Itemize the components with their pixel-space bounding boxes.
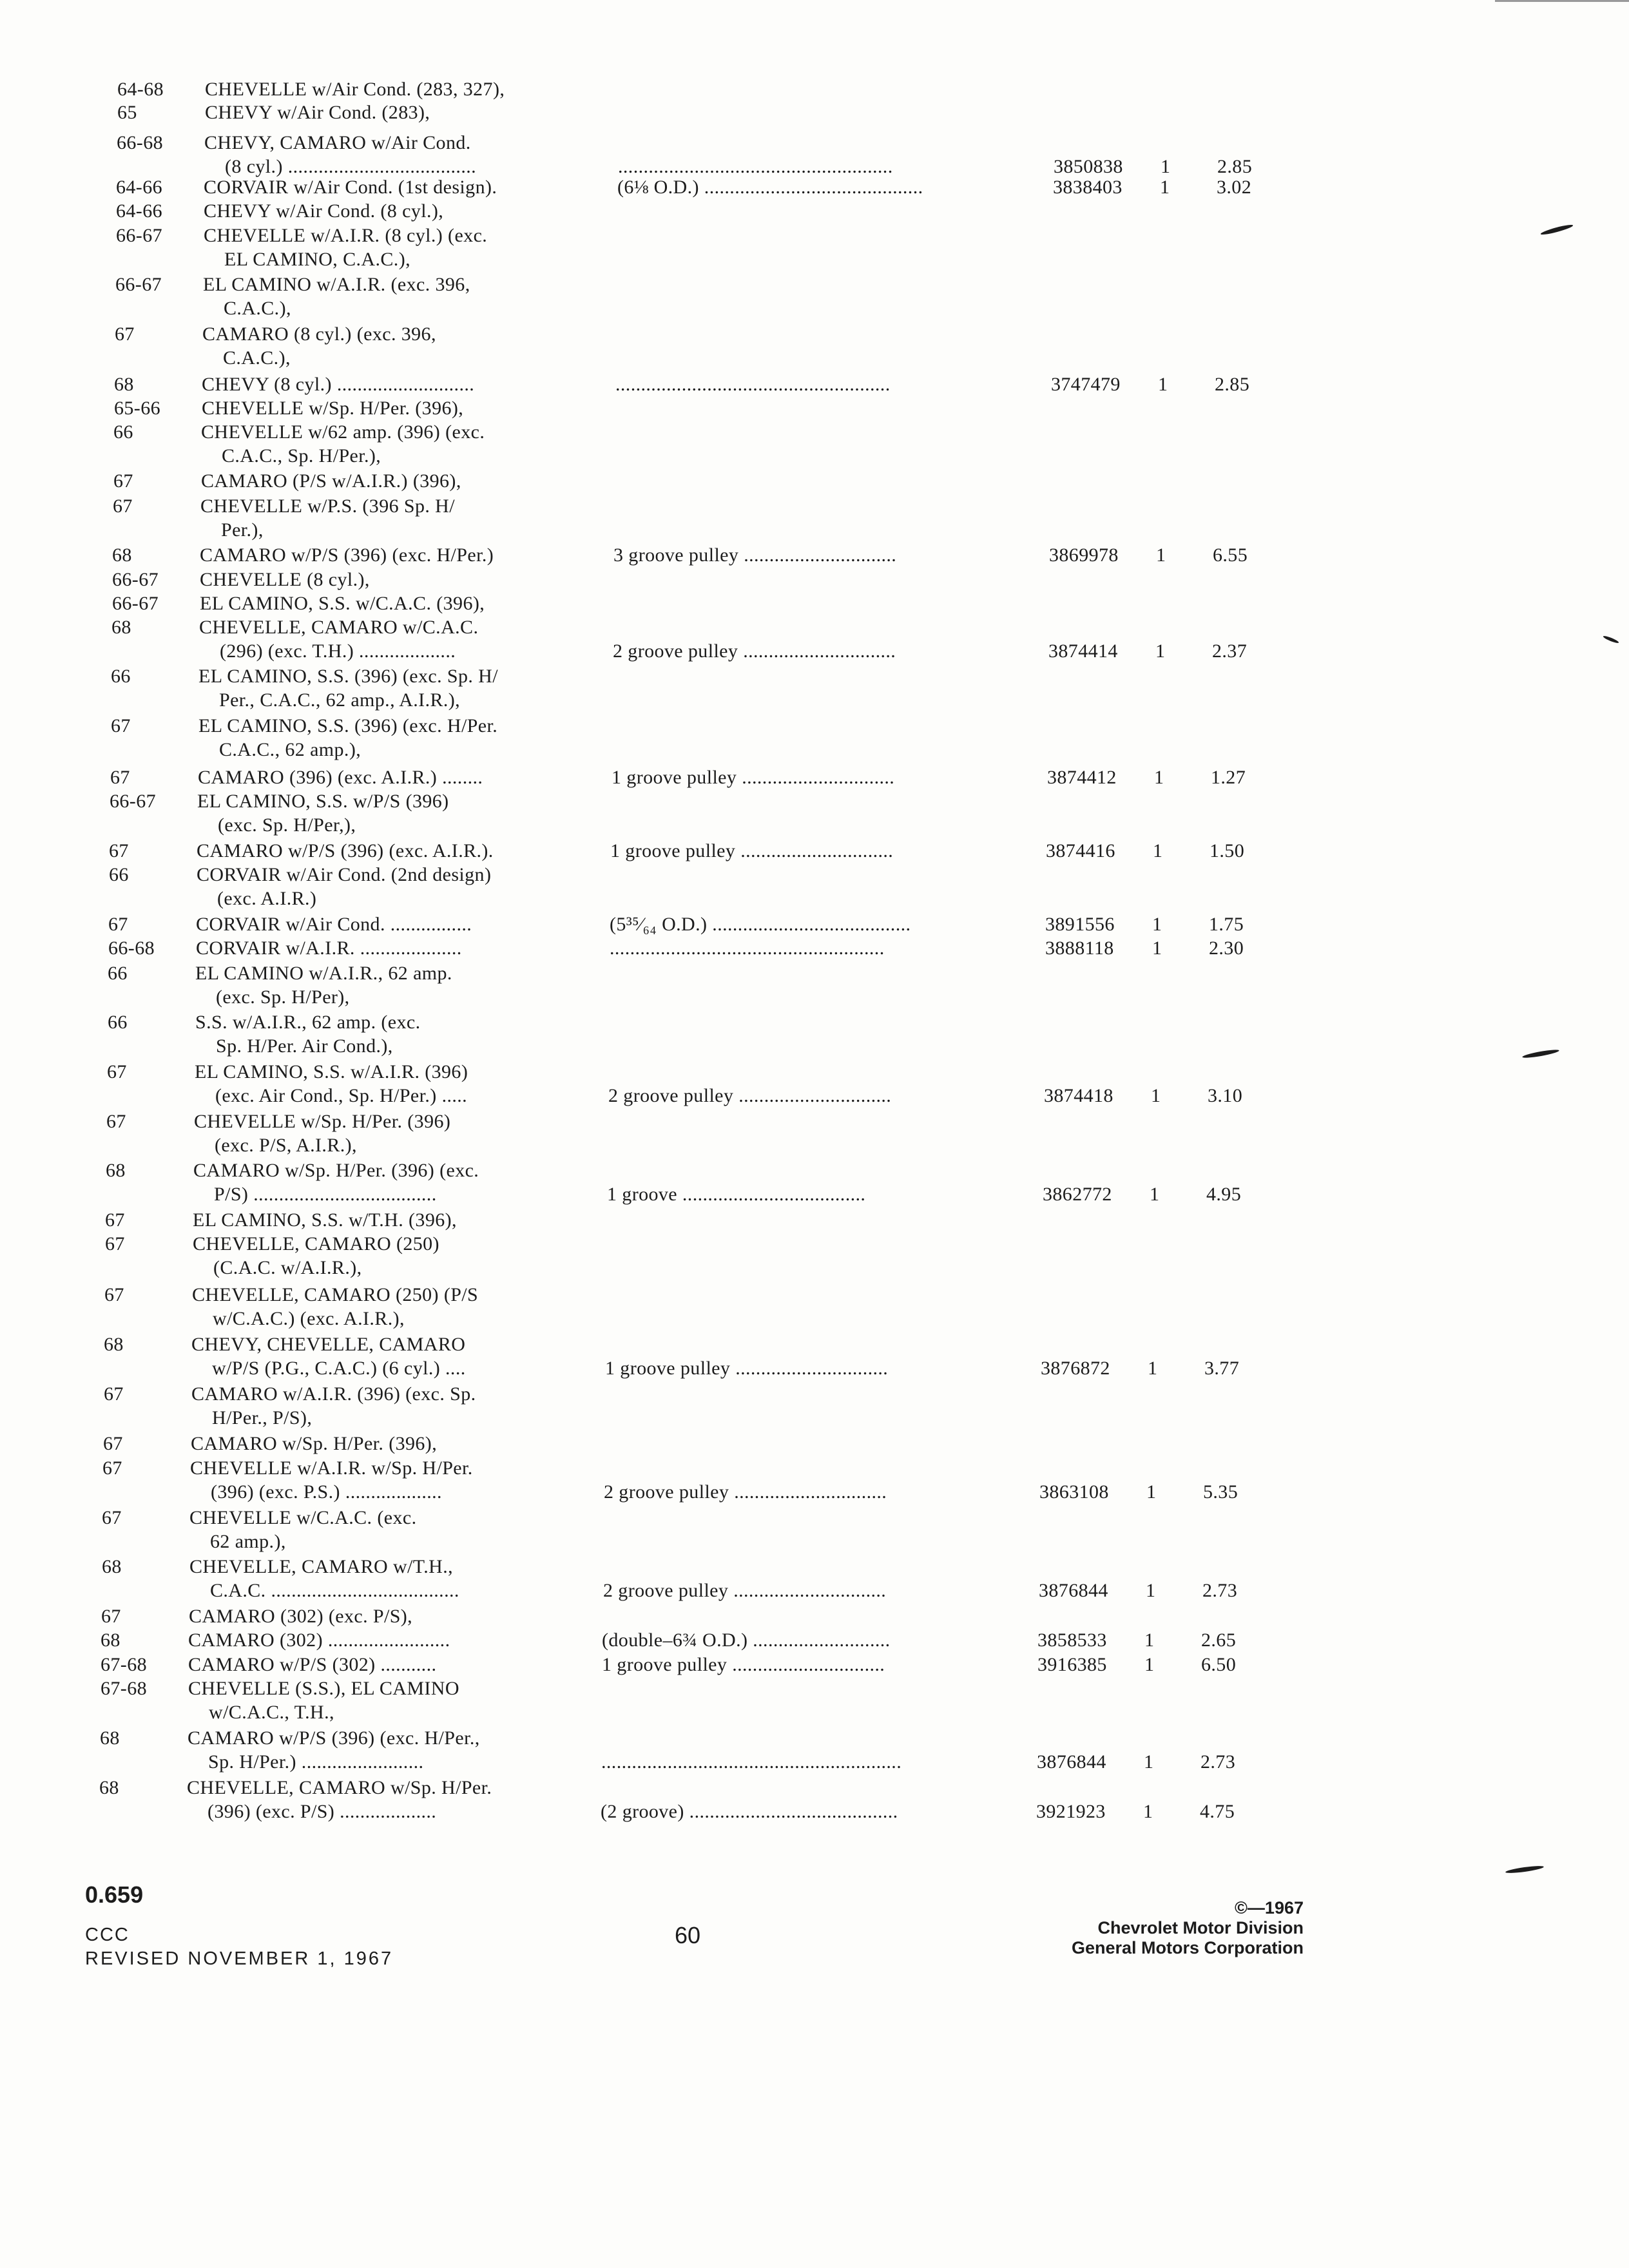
quantity: 1	[1161, 156, 1171, 177]
application-text: CHEVELLE w/Sp. H/Per. (396)	[194, 1111, 451, 1132]
section-number: 0.659	[85, 1881, 144, 1908]
application-text: CHEVELLE w/62 amp. (396) (exc.	[201, 421, 485, 443]
quantity: 1	[1151, 1085, 1161, 1106]
model-years: 66-67	[115, 274, 162, 295]
list-price: 3.77	[1204, 1358, 1240, 1379]
model-years: 67	[104, 1284, 124, 1305]
model-years: 66-67	[112, 569, 159, 590]
application-text: CAMARO w/Sp. H/Per. (396) (exc.	[193, 1160, 479, 1181]
quantity: 1	[1158, 374, 1168, 395]
part-number: 3874418	[1044, 1085, 1113, 1106]
part-description: 1 groove pulley ..............................	[612, 767, 895, 788]
application-text: EL CAMINO, S.S. w/A.I.R. (396)	[195, 1061, 468, 1082]
part-number: 3874414	[1048, 640, 1118, 662]
application-continuation: Sp. H/Per.) ........................	[208, 1751, 424, 1773]
application-text: CAMARO w/P/S (396) (exc. H/Per.,	[188, 1727, 480, 1749]
model-years: 66	[109, 864, 129, 885]
part-description: 2 groove pulley ..............................	[608, 1085, 892, 1106]
quantity: 1	[1152, 937, 1162, 959]
model-years: 66-68	[108, 937, 155, 959]
model-years: 68	[101, 1629, 120, 1651]
application-text: EL CAMINO, S.S. w/T.H. (396),	[193, 1209, 457, 1231]
model-years: 67	[104, 1383, 124, 1405]
model-years: 64-68	[117, 79, 164, 100]
list-price: 6.50	[1201, 1654, 1237, 1675]
list-price: 1.50	[1210, 840, 1245, 861]
part-number: 3921923	[1036, 1801, 1106, 1822]
application-text: CAMARO (302) (exc. P/S),	[189, 1606, 413, 1627]
application-continuation: Per.),	[221, 519, 264, 541]
application-continuation: w/C.A.C.) (exc. A.I.R.),	[213, 1308, 405, 1329]
quantity: 1	[1156, 544, 1166, 566]
application-text: CHEVELLE, CAMARO (250)	[193, 1233, 439, 1254]
application-text: EL CAMINO, S.S. w/P/S (396)	[197, 791, 449, 812]
model-years: 66	[113, 421, 133, 443]
application-text: CAMARO (8 cyl.) (exc. 396,	[202, 323, 436, 345]
model-years: 66-67	[116, 225, 162, 246]
application-continuation: (exc. A.I.R.)	[217, 888, 317, 909]
application-text: CHEVY, CAMARO w/Air Cond.	[204, 132, 471, 153]
part-number: 3850838	[1054, 156, 1123, 177]
part-description: ......................................................	[615, 374, 891, 395]
application-text: CAMARO (396) (exc. A.I.R.) ........	[198, 767, 483, 788]
application-text: CORVAIR w/Air Cond. ................	[196, 914, 472, 935]
model-years: 68	[112, 544, 132, 566]
model-years: 68	[100, 1727, 120, 1749]
page-number: 60	[675, 1922, 701, 1948]
application-continuation: Per., C.A.C., 62 amp., A.I.R.),	[219, 689, 461, 711]
list-price: 2.30	[1209, 937, 1244, 959]
model-years: 67	[101, 1606, 121, 1627]
application-text: CAMARO (302) ........................	[188, 1629, 450, 1651]
quantity: 1	[1143, 1801, 1153, 1822]
list-price: 2.73	[1202, 1580, 1238, 1601]
model-years: 66	[108, 1012, 128, 1033]
part-number: 3747479	[1051, 374, 1121, 395]
part-description: 1 groove pulley ..............................	[610, 840, 894, 861]
application-text: CHEVY w/Air Cond. (8 cyl.),	[204, 200, 444, 222]
application-continuation: C.A.C.),	[224, 298, 291, 319]
list-price: 4.95	[1206, 1184, 1242, 1205]
application-continuation: (exc. Air Cond., Sp. H/Per.) .....	[215, 1085, 468, 1106]
part-number: 3863108	[1039, 1481, 1109, 1503]
copyright-block	[1072, 1898, 1304, 1958]
model-years: 68	[104, 1334, 124, 1355]
model-years: 67	[102, 1507, 122, 1528]
quantity: 1	[1144, 1751, 1154, 1773]
application-text: CHEVELLE w/A.I.R. (8 cyl.) (exc.	[204, 225, 488, 246]
model-years: 67	[107, 1061, 127, 1082]
part-description: 2 groove pulley ..............................	[604, 1481, 887, 1503]
application-continuation: EL CAMINO, C.A.C.),	[224, 249, 410, 270]
part-description: 1 groove pulley ..............................	[605, 1358, 889, 1379]
model-years: 68	[99, 1777, 119, 1798]
application-continuation: (exc. Sp. H/Per,),	[218, 814, 356, 836]
application-text: CHEVELLE w/Air Cond. (283, 327),	[205, 79, 505, 100]
application-text: CORVAIR w/A.I.R. ....................	[196, 937, 462, 959]
part-description: 1 groove pulley ..............................	[602, 1654, 885, 1675]
application-continuation: (exc. Sp. H/Per),	[216, 986, 350, 1008]
model-years: 67	[108, 914, 128, 935]
quantity: 1	[1144, 1629, 1155, 1651]
part-description: (5³⁵⁄₆₄ O.D.) .......................................	[610, 914, 911, 935]
part-description: (6⅛ O.D.) ...........................................	[617, 177, 923, 198]
application-text: EL CAMINO, S.S. w/C.A.C. (396),	[200, 593, 485, 614]
quantity: 1	[1148, 1358, 1158, 1379]
model-years: 67	[110, 767, 130, 788]
application-continuation: (8 cyl.) .....................................	[225, 156, 477, 177]
model-years: 66	[111, 666, 131, 687]
model-years: 67	[106, 1111, 126, 1132]
application-text: EL CAMINO w/A.I.R., 62 amp.	[195, 963, 452, 984]
quantity: 1	[1155, 640, 1166, 662]
model-years: 68	[106, 1160, 126, 1181]
part-number: 3876844	[1039, 1580, 1108, 1601]
application-text: CHEVELLE w/P.S. (396 Sp. H/	[200, 495, 455, 517]
quantity: 1	[1154, 767, 1164, 788]
list-price: 2.85	[1217, 156, 1253, 177]
part-number: 3916385	[1037, 1654, 1107, 1675]
application-text: CHEVELLE (S.S.), EL CAMINO	[188, 1678, 459, 1699]
part-number: 3874416	[1046, 840, 1115, 861]
application-continuation: (396) (exc. P/S) ...................	[207, 1801, 437, 1822]
application-text: CAMARO w/P/S (302) ...........	[188, 1654, 437, 1675]
catalog-code: CCC	[85, 1925, 130, 1945]
application-text: CHEVELLE, CAMARO w/Sp. H/Per.	[187, 1777, 492, 1798]
part-description: 2 groove pulley ..............................	[603, 1580, 887, 1601]
corporation-name: General Motors Corporation	[1071, 1938, 1304, 1957]
application-text: CHEVELLE w/C.A.C. (exc.	[189, 1507, 417, 1528]
list-price: 2.85	[1215, 374, 1250, 395]
part-number: 3858533	[1037, 1629, 1107, 1651]
model-years: 66-67	[110, 791, 156, 812]
application-text: CHEVELLE, CAMARO w/C.A.C.	[199, 617, 479, 638]
application-text: CHEVELLE, CAMARO w/T.H.,	[189, 1556, 454, 1577]
part-description: ...........................................................	[601, 1751, 902, 1773]
model-years: 64-66	[116, 200, 162, 222]
application-continuation: (396) (exc. P.S.) ...................	[211, 1481, 442, 1503]
model-years: 67	[103, 1433, 123, 1454]
model-years: 67	[109, 840, 129, 861]
application-continuation: (C.A.C. w/A.I.R.),	[213, 1257, 362, 1278]
quantity: 1	[1152, 914, 1162, 935]
model-years: 67	[113, 470, 133, 492]
part-description: 2 groove pulley ..............................	[613, 640, 896, 662]
application-text: CHEVY w/Air Cond. (283),	[205, 102, 430, 123]
part-number: 3862772	[1043, 1184, 1112, 1205]
part-number: 3869978	[1049, 544, 1119, 566]
application-text: CORVAIR w/Air Cond. (1st design).	[204, 177, 497, 198]
application-continuation: w/P/S (P.G., C.A.C.) (6 cyl.) ....	[212, 1358, 466, 1379]
application-continuation: 62 amp.),	[210, 1531, 286, 1552]
model-years: 66-68	[117, 132, 163, 153]
model-years: 68	[111, 617, 131, 638]
application-continuation: w/C.A.C., T.H.,	[209, 1702, 334, 1723]
application-text: S.S. w/A.I.R., 62 amp. (exc.	[195, 1012, 421, 1033]
list-price: 3.10	[1208, 1085, 1243, 1106]
part-description: 1 groove ....................................	[607, 1184, 866, 1205]
application-continuation: (exc. P/S, A.I.R.),	[215, 1135, 357, 1156]
quantity: 1	[1150, 1184, 1160, 1205]
list-price: 6.55	[1213, 544, 1248, 566]
application-text: CORVAIR w/Air Cond. (2nd design)	[197, 864, 492, 885]
list-price: 1.75	[1209, 914, 1244, 935]
application-text: CHEVELLE (8 cyl.),	[200, 569, 370, 590]
quantity: 1	[1160, 177, 1170, 198]
part-number: 3876844	[1037, 1751, 1106, 1773]
application-text: CAMARO w/P/S (396) (exc. A.I.R.).	[197, 840, 494, 861]
application-continuation: P/S) ....................................	[214, 1184, 437, 1205]
part-description: (double–6¾ O.D.) ...........................	[602, 1629, 891, 1651]
quantity: 1	[1144, 1654, 1155, 1675]
application-text: CHEVELLE w/Sp. H/Per. (396),	[202, 398, 464, 419]
division-name: Chevrolet Motor Division	[1097, 1918, 1304, 1937]
part-number: 3838403	[1053, 177, 1123, 198]
application-text: CHEVY (8 cyl.) ...........................	[202, 374, 475, 395]
part-number: 3874412	[1047, 767, 1117, 788]
application-continuation: C.A.C. .....................................	[210, 1580, 459, 1601]
quantity: 1	[1153, 840, 1163, 861]
application-text: CHEVELLE, CAMARO (250) (P/S	[192, 1284, 479, 1305]
revision-date: REVISED NOVEMBER 1, 1967	[85, 1948, 394, 1969]
model-years: 65	[117, 102, 137, 123]
model-years: 67	[111, 715, 131, 736]
list-price: 2.73	[1200, 1751, 1236, 1773]
part-number: 3876872	[1041, 1358, 1110, 1379]
model-years: 67	[115, 323, 135, 345]
application-continuation: Sp. H/Per. Air Cond.),	[216, 1035, 393, 1057]
application-continuation: H/Per., P/S),	[212, 1407, 313, 1428]
model-years: 66-67	[112, 593, 159, 614]
part-description: 3 groove pulley ..............................	[613, 544, 897, 566]
list-price: 5.35	[1203, 1481, 1239, 1503]
model-years: 66	[108, 963, 128, 984]
model-years: 65-66	[114, 398, 160, 419]
copyright-year: ©—1967	[1235, 1898, 1304, 1917]
model-years: 68	[102, 1556, 122, 1577]
model-years: 67	[105, 1233, 125, 1254]
list-price: 2.37	[1212, 640, 1248, 662]
application-text: CHEVELLE w/A.I.R. w/Sp. H/Per.	[190, 1457, 473, 1479]
application-text: EL CAMINO w/A.I.R. (exc. 396,	[203, 274, 470, 295]
application-continuation: C.A.C.),	[223, 347, 291, 369]
model-years: 67	[105, 1209, 125, 1231]
application-text: CAMARO w/Sp. H/Per. (396),	[191, 1433, 438, 1454]
application-text: CAMARO (P/S w/A.I.R.) (396),	[201, 470, 461, 492]
part-description: (2 groove) .........................................	[601, 1801, 898, 1822]
application-text: CAMARO w/P/S (396) (exc. H/Per.)	[200, 544, 494, 566]
application-text: EL CAMINO, S.S. (396) (exc. H/Per.	[198, 715, 498, 736]
application-text: CAMARO w/A.I.R. (396) (exc. Sp.	[191, 1383, 476, 1405]
list-price: 1.27	[1211, 767, 1246, 788]
application-text: EL CAMINO, S.S. (396) (exc. Sp. H/	[198, 666, 498, 687]
part-number: 3891556	[1045, 914, 1115, 935]
model-years: 64-66	[116, 177, 162, 198]
model-years: 67-68	[101, 1654, 147, 1675]
model-years: 67	[113, 495, 133, 517]
quantity: 1	[1146, 1481, 1157, 1503]
model-years: 68	[114, 374, 134, 395]
model-years: 67	[102, 1457, 122, 1479]
application-continuation: C.A.C., 62 amp.),	[219, 739, 361, 760]
model-years: 67-68	[101, 1678, 147, 1699]
part-description: ......................................................	[618, 156, 893, 177]
part-number: 3888118	[1045, 937, 1114, 959]
quantity: 1	[1146, 1580, 1156, 1601]
part-description: ......................................................	[610, 937, 885, 959]
list-price: 3.02	[1217, 177, 1252, 198]
list-price: 4.75	[1200, 1801, 1235, 1822]
application-text: CHEVY, CHEVELLE, CAMARO	[191, 1334, 466, 1355]
application-continuation: C.A.C., Sp. H/Per.),	[222, 445, 381, 466]
application-continuation: (296) (exc. T.H.) ...................	[220, 640, 456, 662]
list-price: 2.65	[1201, 1629, 1237, 1651]
